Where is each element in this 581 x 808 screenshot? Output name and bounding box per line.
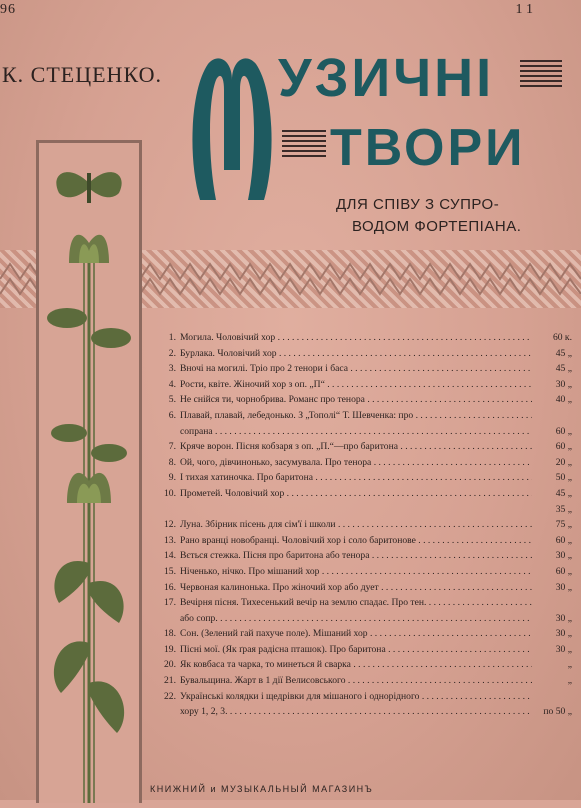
list-item: 6. Плавай, плавай, лебедонько. З „Тополі“ Т. Шевченка: про . . . (162, 408, 572, 424)
list-item: 17. Вечірня пісня. Тихесенький вечір на землю спадає. Про тен. . . . (162, 595, 572, 611)
title-line-1: УЗИЧНІ (278, 48, 495, 108)
list-item: або сопр. . . . 30 „ (162, 611, 572, 627)
author-name: К. СТЕЦЕНКО. (2, 62, 162, 87)
list-item: 15. Ніченько, нічко. Про мішаний хор . . . 60 „ (162, 564, 572, 580)
subtitle-line-1: ДЛЯ СПІВУ З СУПРО- (336, 196, 500, 213)
list-item: 7. Кряче ворон. Пісня кобзаря з оп. „П.“—про баритона . . . 60 „ (162, 439, 572, 455)
subtitle-line-2: ВОДОМ ФОРТЕПІАНА. (352, 218, 522, 235)
list-item: 21. Бувальщина. Жарт в 1 дії Велисовського . . . „ (162, 673, 572, 689)
stripes-left-mid (282, 130, 326, 160)
list-item: 22. Українські колядки і щедрівки для мішаного і однорідного . . . (162, 689, 572, 705)
title-initial-m (186, 50, 278, 208)
publisher-footer: КНИЖНИЙ и МУЗЫКАЛЬНЫЙ МАГАЗИНЪ (150, 784, 374, 794)
list-item: 14. Вється стежка. Пісня про баритона або тенора . . . 30 „ (162, 548, 572, 564)
butterfly-icon (56, 172, 121, 203)
list-item: 8. Ой, чого, дівчинонько, засумувала. Про тенора . . . 20 „ (162, 455, 572, 471)
page-number: 96 (0, 2, 16, 17)
floral-ornament (39, 143, 139, 803)
title-line-2: ТВОРИ (330, 119, 526, 177)
flower-icon (69, 235, 109, 263)
list-item: 20. Як ковбаса та чарка, то минеться й сварка . . . „ (162, 657, 572, 673)
floral-panel (36, 140, 142, 803)
list-item: 12. Луна. Збірник пісень для сім'ї і школи . . . 75 „ (162, 517, 572, 533)
list-item: 4. Рости, квіте. Жіночий хор з оп. „П“ . . . 30 „ (162, 377, 572, 393)
list-item: 13. Рано вранці новобранці. Чоловічий хор і соло баритонове . . . 60 „ (162, 533, 572, 549)
list-item: 16. Червоная калинонька. Про жіночий хор або дует . . . 30 „ (162, 580, 572, 596)
works-list (162, 330, 572, 720)
list-item: сопрана . . . 60 „ (162, 424, 572, 440)
list-item: 5. Не снійся ти, чорнобрива. Романс про тенора . . . 40 „ (162, 392, 572, 408)
list-item: 1. Могила. Чоловічий хор . . . 60 к. (162, 330, 572, 346)
list-item: 19. Пісні мої. (Як ґрая радісна пташок). Про баритона . . . 30 „ (162, 642, 572, 658)
list-item: 3. Вночі на могилі. Тріо про 2 тенори і баса . . . 45 „ (162, 361, 572, 377)
list-item: 10. Прометей. Чоловічий хор . . . 45 „ (162, 486, 572, 502)
corner-marks: 1 1 (515, 2, 533, 17)
list-item: 2. Бурлака. Чоловічий хор . . . 45 „ (162, 346, 572, 362)
list-item: хору 1, 2, 3. . . . по 50 „ (162, 704, 572, 720)
list-item: 18. Сон. (Зелений гай пахуче поле). Мішаний хор . . . 30 „ (162, 626, 572, 642)
title-initial-text: М (224, 193, 240, 208)
stripes-right-top (520, 60, 562, 90)
list-item: 9. І тихая хатиночка. Про баритона . . . 50 „ (162, 470, 572, 486)
list-item: 35 „ (555, 503, 572, 515)
